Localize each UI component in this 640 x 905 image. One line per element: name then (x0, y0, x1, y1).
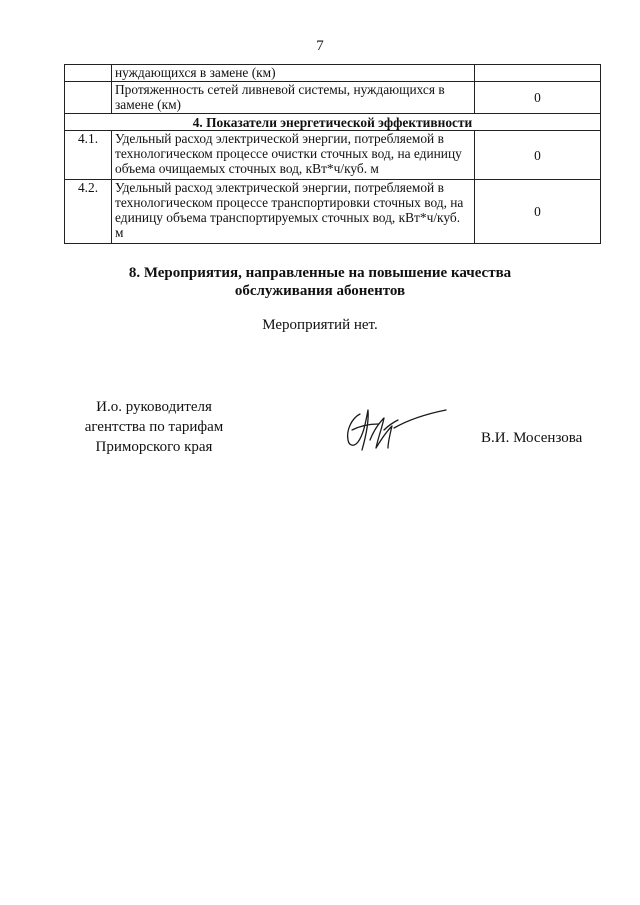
signer-position (44, 397, 264, 457)
table-row (65, 82, 601, 114)
indicators-table (64, 64, 601, 244)
row-value-cell: 0 (475, 82, 601, 114)
row-name-cell: Протяженность сетей ливневой системы, нуждающихся в замене (км) (112, 82, 475, 114)
section-8-title-line: 8. Мероприятия, направленные на повышение качества (128, 265, 512, 281)
row-value-cell (475, 65, 601, 82)
row-name-cell: Удельный расход электрической энергии, потребляемой в технологическом процессе транспортировки сточных вод, на единицу объема транспортируемых сточных вод, кВт*ч/куб. м (112, 180, 475, 244)
row-number-cell (65, 65, 112, 82)
row-number-cell (65, 82, 112, 114)
table-section-row (65, 114, 601, 131)
section-8-body: Мероприятий нет. (262, 317, 378, 333)
table-row (65, 131, 601, 180)
table-row (65, 65, 601, 82)
signer-position-line: Приморского края (95, 439, 213, 455)
handwritten-signature (338, 400, 448, 460)
row-value-cell: 0 (475, 180, 601, 244)
section-heading: 4. Показатели энергетической эффективности (65, 114, 601, 131)
page-number: 7 (316, 38, 324, 54)
table-row (65, 180, 601, 244)
row-value-cell: 0 (475, 131, 601, 180)
signer-name: В.И. Мосензова (481, 430, 583, 446)
section-8-title-line: обслуживания абонентов (234, 283, 406, 299)
signer-position-line: И.о. руководителя (96, 399, 212, 415)
row-number-cell: 4.1. (65, 131, 112, 180)
signer-position-line: агентства по тарифам (84, 419, 224, 435)
section-8-title (0, 264, 640, 300)
row-name-cell: Удельный расход электрической энергии, потребляемой в технологическом процессе очистки сточных вод, на единицу объема очищаемых сточных вод, кВт*ч/куб. м (112, 131, 475, 180)
row-name-cell: нуждающихся в замене (км) (112, 65, 475, 82)
row-number-cell: 4.2. (65, 180, 112, 244)
